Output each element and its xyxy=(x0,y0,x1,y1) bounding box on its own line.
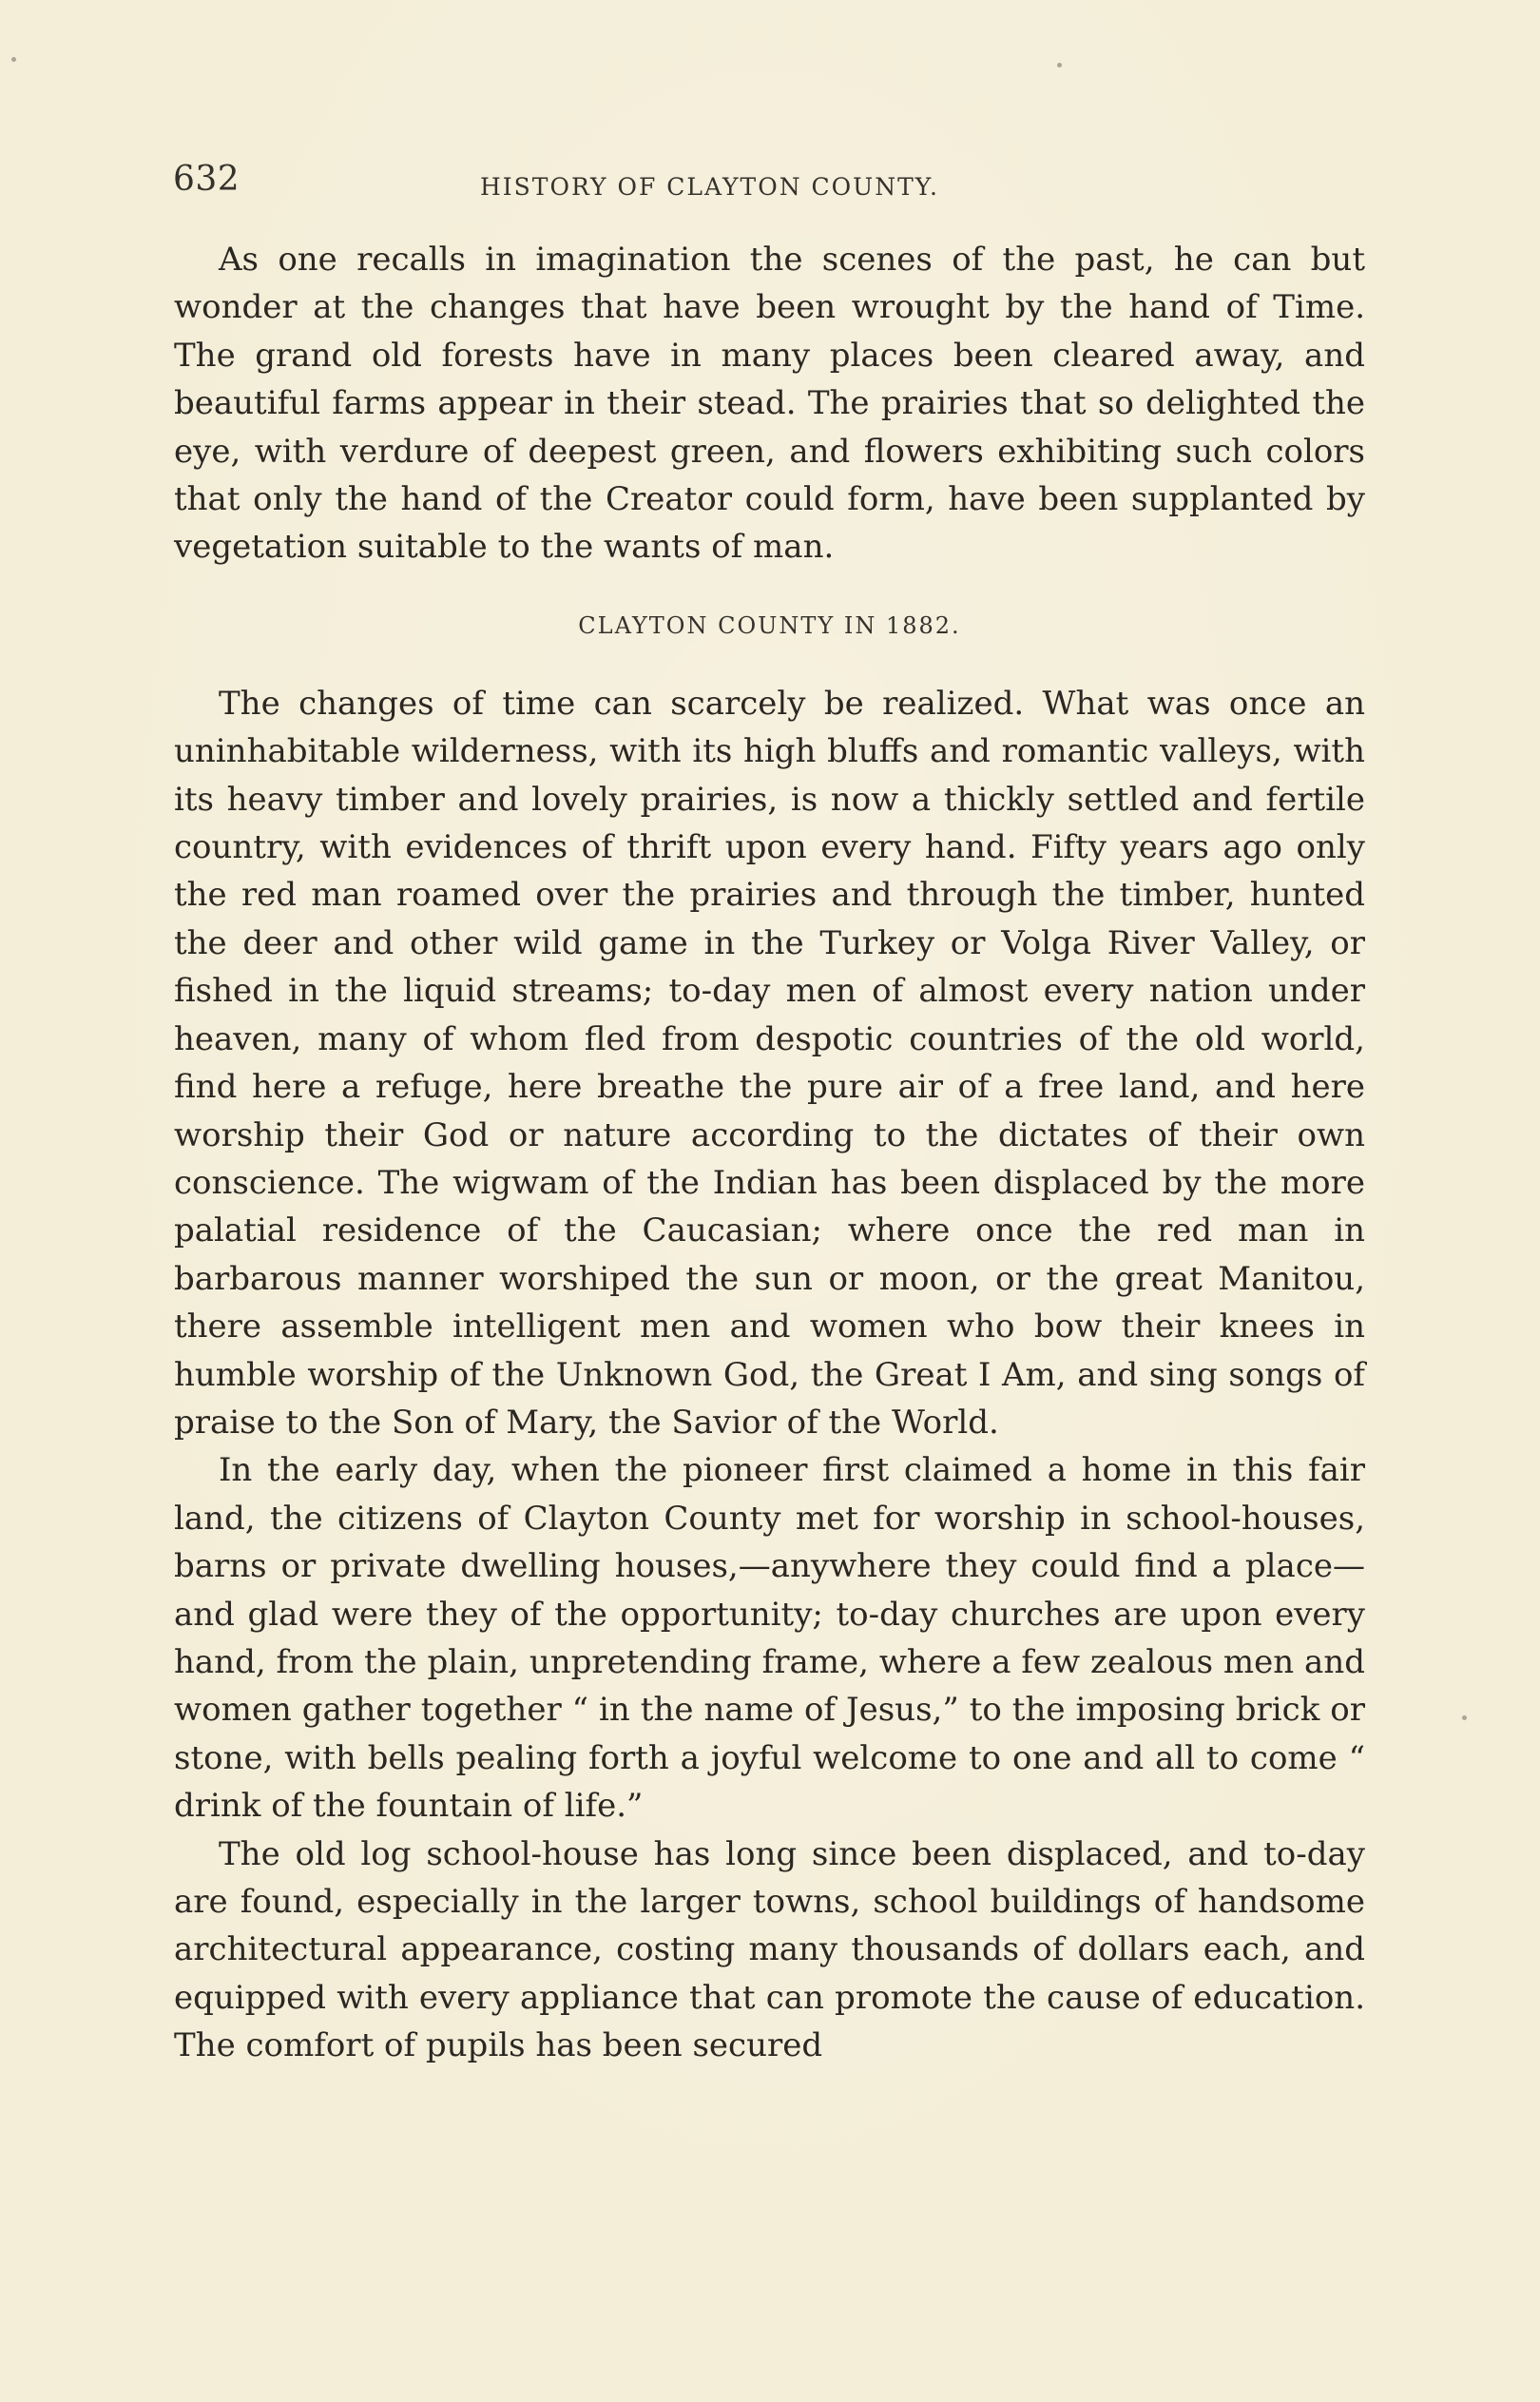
paragraph-intro: As one recalls in imagination the scenes of the past, he can but wonder at the changes that have been wrought by the hand of Time. The grand old forests have in many places been cleared away, and beautiful farms appear in their stead. The prairies that so delighted the eye, with verdure of deepest green, and flowers exhibiting such colors that only the hand of the Creator could form, have been supplanted by vegetation suitable to the wants of man. xyxy=(174,241,1365,567)
scan-mark xyxy=(11,57,16,62)
page-number: 632 xyxy=(173,160,241,199)
paragraph-worship: In the early day, when the pioneer first claimed a home in this fair land, the citizens of Clayton County met for worship in school-houses, barns or private dwelling houses,—anywhere they could find a place—and glad were they of the opportunity; to-day churches are upon every hand, from the plain, unpretending frame, where a few zealous men and women gather together “ in the name of Jesus,” to the imposing brick or stone, with bells pealing forth a joyful welcome to one and all to come “ drink of the fountain of life.” xyxy=(174,1451,1365,1826)
body-text xyxy=(174,236,1365,2070)
paragraph-schools: The old log school-house has long since been displaced, and to-day are found, especially in the larger towns, school buildings of handsome architectural appearance, costing many thousands of dollars each, and equipped with every appliance that can promote the cause of education. The comfort of pupils has been secured xyxy=(174,1834,1365,2065)
running-title: HISTORY OF CLAYTON COUNTY. xyxy=(480,173,940,201)
paragraph-changes: The changes of time can scarcely be realized. What was once an uninhabitable wilderness, with its high bluffs and romantic valleys, with its heavy timber and lovely prairies, is now a thickly settled and fertile country, with evidences of thrift upon every hand. Fifty years ago only the red man roamed over the prairies and through the timber, hunted the deer and other wild game in the Turkey or Volga River Valley, or fished in the liquid streams; to-day men of almost every nation under heaven, many of whom fled from despotic countries of the old world, find here a refuge, here breathe the pure air of a free land, and here worship their God or nature according to the dictates of their own conscience. The wigwam of the Indian has been displaced by the more palatial residence of the Caucasian; where once the red man in barbarous manner worshiped the sun or moon, or the great Manitou, there assemble intelligent men and women who bow their knees in humble worship of the Unknown God, the Great I Am, and sing songs of praise to the Son of Mary, the Savior of the World. xyxy=(174,684,1365,1442)
scan-mark xyxy=(1057,63,1062,68)
scan-mark xyxy=(1462,1715,1467,1720)
section-heading: CLAYTON COUNTY IN 1882. xyxy=(578,611,961,639)
